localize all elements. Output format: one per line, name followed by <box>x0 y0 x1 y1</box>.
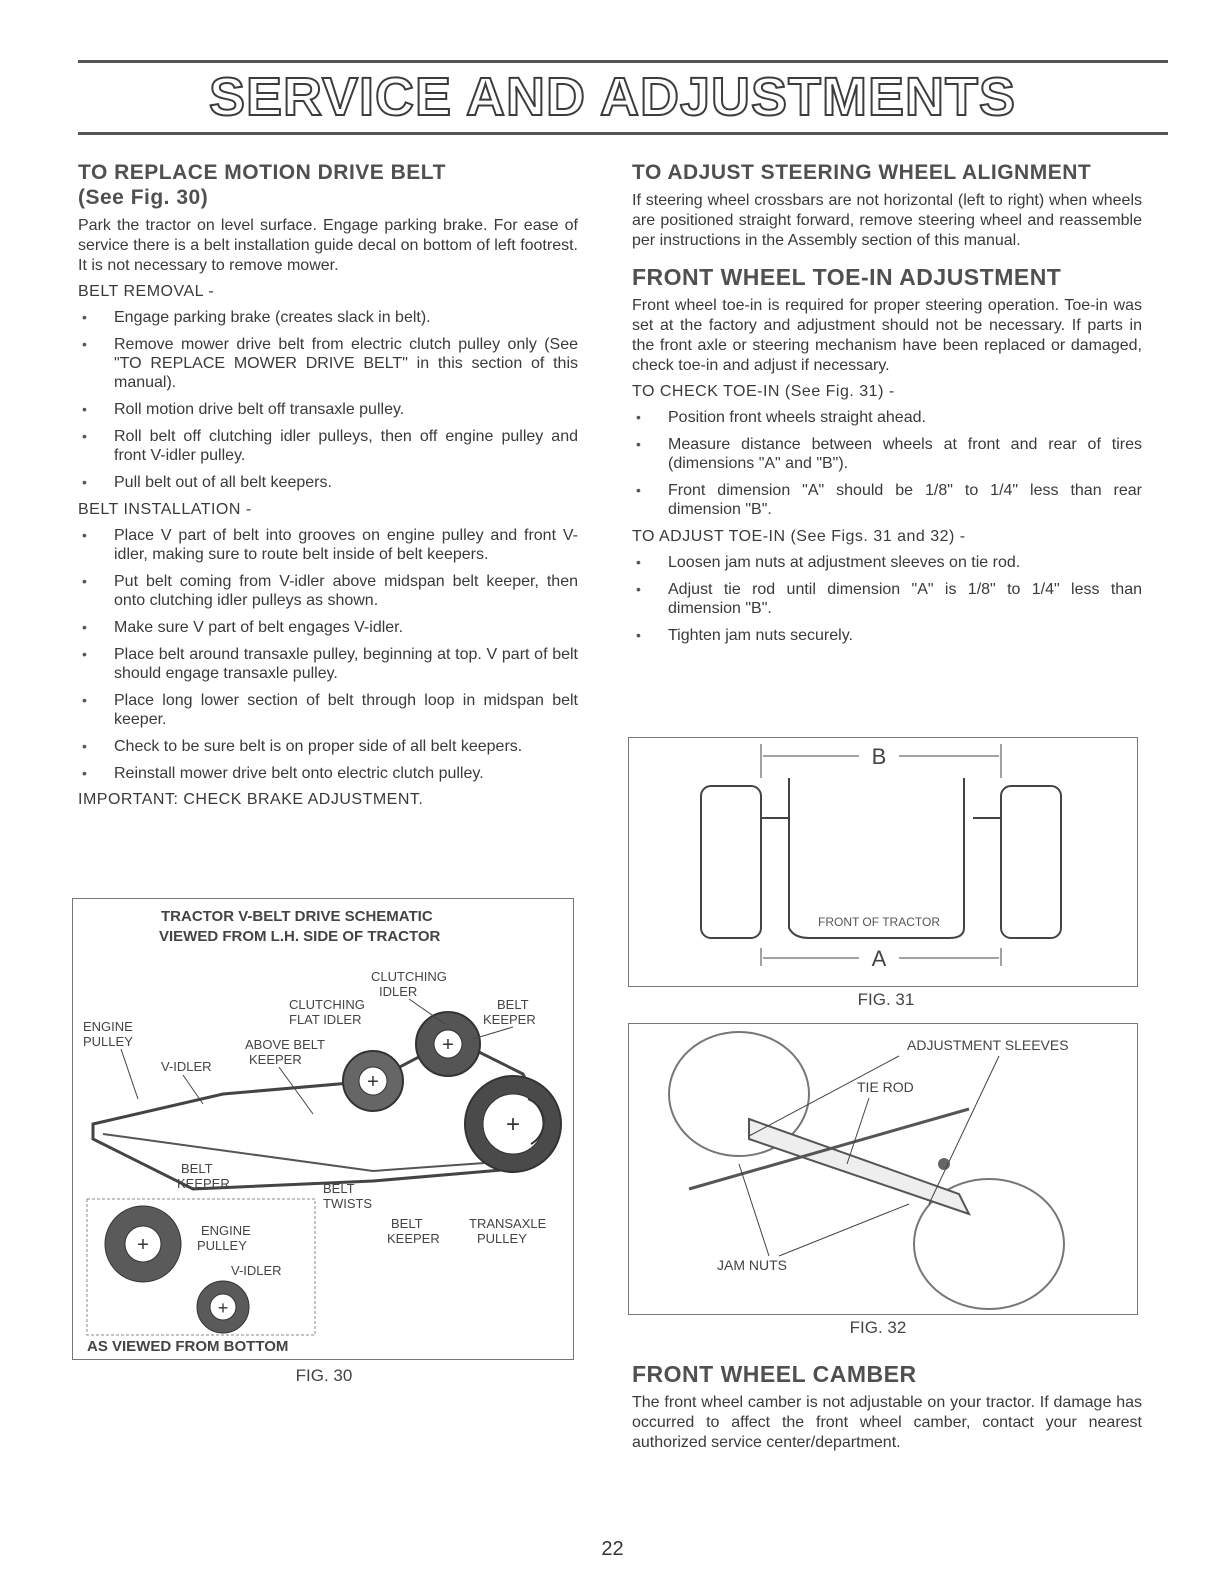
leader-line <box>749 1056 899 1136</box>
leader-line <box>847 1098 869 1164</box>
label-inset-v-idler: V-IDLER <box>231 1263 282 1278</box>
list-item: • Tighten jam nuts securely. <box>632 626 1142 645</box>
plus-mark: + <box>505 1111 521 1138</box>
adjust-toein-list <box>632 553 1142 645</box>
label-above-belt-keeper-2: KEEPER <box>249 1052 302 1067</box>
motion-belt-heading-line2: (See Fig. 30) <box>78 186 209 209</box>
list-item: • Place belt around transaxle pulley, beginning at top. V part of belt should engage transaxle pulley. <box>78 645 578 683</box>
check-toein-list <box>632 408 1142 519</box>
list-item: • Pull belt out of all belt keepers. <box>78 473 578 492</box>
list-item: • Front dimension "A" should be 1/8" to 1/4" less than rear dimension "B". <box>632 481 1142 519</box>
list-item: • Make sure V part of belt engages V-idler. <box>78 618 578 637</box>
fig30-title-line2: VIEWED FROM L.H. SIDE OF TRACTOR <box>159 928 441 945</box>
list-item: • Engage parking brake (creates slack in belt). <box>78 308 578 327</box>
label-clutching-idler-2: IDLER <box>379 984 418 999</box>
label-engine-pulley-2: PULLEY <box>83 1034 133 1049</box>
motion-belt-intro: Park the tractor on level surface. Engage parking brake. For ease of service there is a belt installation guide decal on bottom of left footrest. It is not necessary to remove mower. <box>78 217 578 274</box>
label-belt-keeper-left-2: KEEPER <box>177 1176 230 1191</box>
list-item: • Place long lower section of belt through loop in midspan belt keeper. <box>78 691 578 729</box>
leader-line <box>779 1204 909 1256</box>
list-item: • Adjust tie rod until dimension "A" is 1/8" to 1/4" less than dimension "B". <box>632 580 1142 618</box>
plus-mark: + <box>217 1298 229 1318</box>
label-engine-pulley-1: ENGINE <box>83 1019 133 1034</box>
label-belt-keeper-left-1: BELT <box>181 1161 213 1176</box>
check-toein-heading: TO CHECK TOE-IN (See Fig. 31) - <box>632 383 895 400</box>
plus-mark: + <box>442 1034 454 1056</box>
plus-mark: + <box>367 1071 379 1093</box>
list-item: • Position front wheels straight ahead. <box>632 408 1142 427</box>
label-bottom-view: AS VIEWED FROM BOTTOM <box>87 1338 289 1355</box>
right-column <box>632 160 1142 653</box>
fig31-diagram <box>628 737 1138 987</box>
list-item: • Check to be sure belt is on proper side of all belt keepers. <box>78 737 578 756</box>
list-item: • Measure distance between wheels at front and rear of tires (dimensions "A" and "B"). <box>632 435 1142 473</box>
tractor-frame <box>789 778 964 938</box>
belt-installation-heading: BELT INSTALLATION - <box>78 501 252 518</box>
front-axle-diagram <box>629 1024 1137 1314</box>
motion-belt-heading <box>78 160 578 210</box>
label-belt-keeper-top-2: KEEPER <box>483 1012 536 1027</box>
list-item: • Place V part of belt into grooves on engine pulley and front V-idler, making sure to route belt inside of belt keepers. <box>78 526 578 564</box>
fig30-title-line1: TRACTOR V-BELT DRIVE SCHEMATIC <box>161 908 433 925</box>
fig30-diagram <box>72 898 574 1360</box>
camber-text: The front wheel camber is not adjustable on your tractor. If damage has occurred to affect the front wheel camber, contact your nearest authorized service center/department. <box>632 1394 1142 1451</box>
label-clutching-flat-idler-2: FLAT IDLER <box>289 1012 362 1027</box>
front-axle <box>749 1119 969 1214</box>
label-transaxle-pulley-2: PULLEY <box>477 1231 527 1246</box>
left-front-tire <box>701 786 761 938</box>
toein-diagram <box>629 738 1137 986</box>
adjust-toein-heading: TO ADJUST TOE-IN (See Figs. 31 and 32) - <box>632 528 966 545</box>
camber-section <box>632 1362 1142 1459</box>
toein-text: Front wheel toe-in is required for proper steering operation. Toe-in was set at the factory and adjustment should not be necessary. If parts in the front axle or steering mechanism have been replaced or damaged, check toe-in and adjust if necessary. <box>632 297 1142 374</box>
motion-belt-heading-line1: TO REPLACE MOTION DRIVE BELT <box>78 161 446 184</box>
steering-heading: TO ADJUST STEERING WHEEL ALIGNMENT <box>632 161 1092 184</box>
label-adjustment-sleeves: ADJUSTMENT SLEEVES <box>907 1037 1069 1053</box>
label-inset-engine-pulley-1: ENGINE <box>201 1223 251 1238</box>
label-v-idler: V-IDLER <box>161 1059 212 1074</box>
leader-line <box>739 1164 769 1256</box>
page-title: SERVICE AND ADJUSTMENTS <box>208 67 1017 127</box>
tie-rod-bar <box>689 1109 969 1189</box>
list-item: • Put belt coming from V-idler above midspan belt keeper, then onto clutching idler pulleys as shown. <box>78 572 578 610</box>
toein-heading: FRONT WHEEL TOE-IN ADJUSTMENT <box>632 264 1062 290</box>
label-clutching-flat-idler-1: CLUTCHING <box>289 997 365 1012</box>
right-front-tire <box>1001 786 1061 938</box>
list-item: • Roll motion drive belt off transaxle pulley. <box>78 400 578 419</box>
list-item: • Roll belt off clutching idler pulleys, then off engine pulley and front V-idler pulley. <box>78 427 578 465</box>
belt-removal-heading: BELT REMOVAL - <box>78 283 215 300</box>
fig31-caption: FIG. 31 <box>857 990 915 1009</box>
belt-removal-list <box>78 308 578 492</box>
label-belt-keeper-bottom-1: BELT <box>391 1216 423 1231</box>
steering-text: If steering wheel crossbars are not horizontal (left to right) when wheels are positioned straight forward, remove steering wheel and reassemble per instructions in the Assembly section of this manual. <box>632 192 1142 249</box>
fig32-caption: FIG. 32 <box>849 1318 907 1337</box>
label-belt-keeper-top-1: BELT <box>497 997 529 1012</box>
label-above-belt-keeper-1: ABOVE BELT <box>245 1037 325 1052</box>
fig30-caption: FIG. 30 <box>295 1366 353 1385</box>
left-column <box>78 160 578 809</box>
belt-lower-run <box>103 1134 513 1171</box>
belt-schematic <box>73 899 573 1359</box>
fig32-diagram <box>628 1023 1138 1315</box>
label-inset-engine-pulley-2: PULLEY <box>197 1238 247 1253</box>
list-item: • Reinstall mower drive belt onto electric clutch pulley. <box>78 764 578 783</box>
label-front-of-tractor: FRONT OF TRACTOR <box>817 915 941 929</box>
label-transaxle-pulley-1: TRANSAXLE <box>469 1216 547 1231</box>
list-item: • Loosen jam nuts at adjustment sleeves on tie rod. <box>632 553 1142 572</box>
label-belt-twists-2: TWISTS <box>323 1196 373 1211</box>
belt-installation-list <box>78 526 578 783</box>
page-number: 22 <box>601 1538 624 1560</box>
label-belt-keeper-bottom-2: KEEPER <box>387 1231 440 1246</box>
label-belt-twists-1: BELT <box>323 1181 355 1196</box>
leader-line <box>121 1049 138 1099</box>
important-note: IMPORTANT: CHECK BRAKE ADJUSTMENT. <box>78 791 424 808</box>
label-b: B <box>871 744 887 769</box>
plus-mark: + <box>137 1234 149 1256</box>
label-clutching-idler-1: CLUTCHING <box>371 969 447 984</box>
label-a: A <box>871 946 887 971</box>
leader-line <box>279 1067 313 1114</box>
top-rule <box>78 60 1168 63</box>
camber-heading: FRONT WHEEL CAMBER <box>632 1361 917 1387</box>
label-tie-rod: TIE ROD <box>857 1079 914 1095</box>
label-jam-nuts: JAM NUTS <box>717 1257 787 1273</box>
title-rule <box>78 132 1168 135</box>
list-item: • Remove mower drive belt from electric clutch pulley only (See "TO REPLACE MOWER DRIVE BELT" in this section of this manual). <box>78 335 578 392</box>
